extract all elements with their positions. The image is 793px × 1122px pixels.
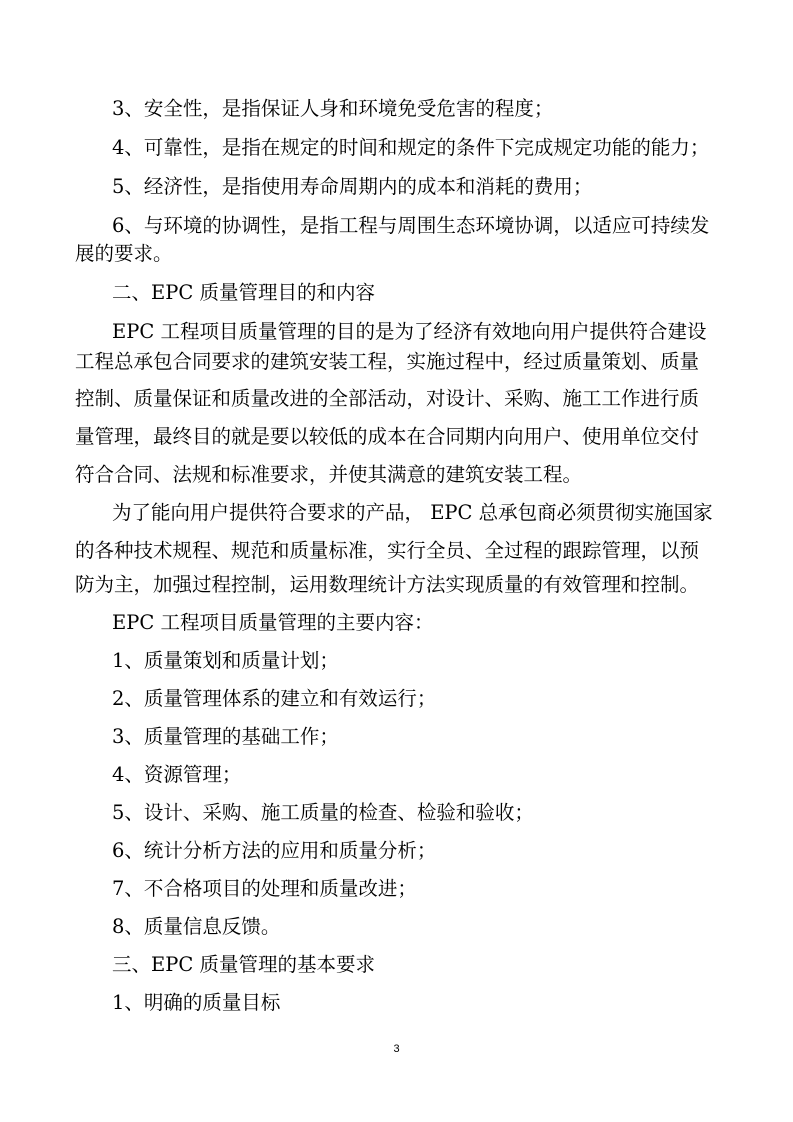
page-number: 3 [393,1043,400,1055]
paragraph-line: 工程总承包合同要求的建筑安装工程，实施过程中，经过质量策划、质量 [75,350,700,373]
list-item: 2、质量管理体系的建立和有效运行； [112,687,437,710]
paragraph-line: 量管理，最终目的就是要以较低的成本在合同期内向用户、使用单位交付 [75,425,700,448]
list-item: 1、质量策划和质量计划； [112,649,339,672]
list-item-reliability: 4、可靠性，是指在规定的时间和规定的条件下完成规定功能的能力； [112,136,710,159]
paragraph-line: 为了能向用户提供符合要求的产品， EPC 总承包商必须贯彻实施国家 [112,501,713,524]
list-item: 7、不合格项目的处理和质量改进； [112,877,417,900]
list-item: 1、明确的质量目标 [112,991,281,1014]
paragraph-line: 防为主，加强过程控制，运用数理统计方法实现质量的有效管理和控制。 [75,573,700,596]
list-item: 6、统计分析方法的应用和质量分析； [112,839,437,862]
paragraph-line: 的各种技术规程、规范和质量标准，实行全员、全过程的跟踪管理，以预 [75,539,700,562]
paragraph-line: 符合合同、法规和标准要求，并使其满意的建筑安装工程。 [75,463,583,486]
list-item-environment-continuation: 展的要求。 [75,242,173,265]
list-item: 4、资源管理； [112,763,242,786]
list-item: 3、质量管理的基础工作； [112,725,339,748]
content-intro: EPC 工程项目质量管理的主要内容： [112,611,434,634]
paragraph-line: 控制、质量保证和质量改进的全部活动，对设计、采购、施工工作进行质 [75,387,700,410]
paragraph-line: EPC 工程项目质量管理的目的是为了经济有效地向用户提供符合建设 [112,320,707,343]
list-item-environment: 6、与环境的协调性，是指工程与周围生态环境协调，以适应可持续发 [112,214,710,237]
list-item-safety: 3、安全性，是指保证人身和环境免受危害的程度； [112,97,554,120]
list-item: 8、质量信息反馈。 [112,915,281,938]
list-item: 5、设计、采购、施工质量的检查、检验和验收； [112,801,534,824]
section-heading-3: 三、EPC 质量管理的基本要求 [112,953,375,976]
list-item-economy: 5、经济性，是指使用寿命周期内的成本和消耗的费用； [112,175,593,198]
section-heading-2: 二、EPC 质量管理目的和内容 [112,281,375,304]
